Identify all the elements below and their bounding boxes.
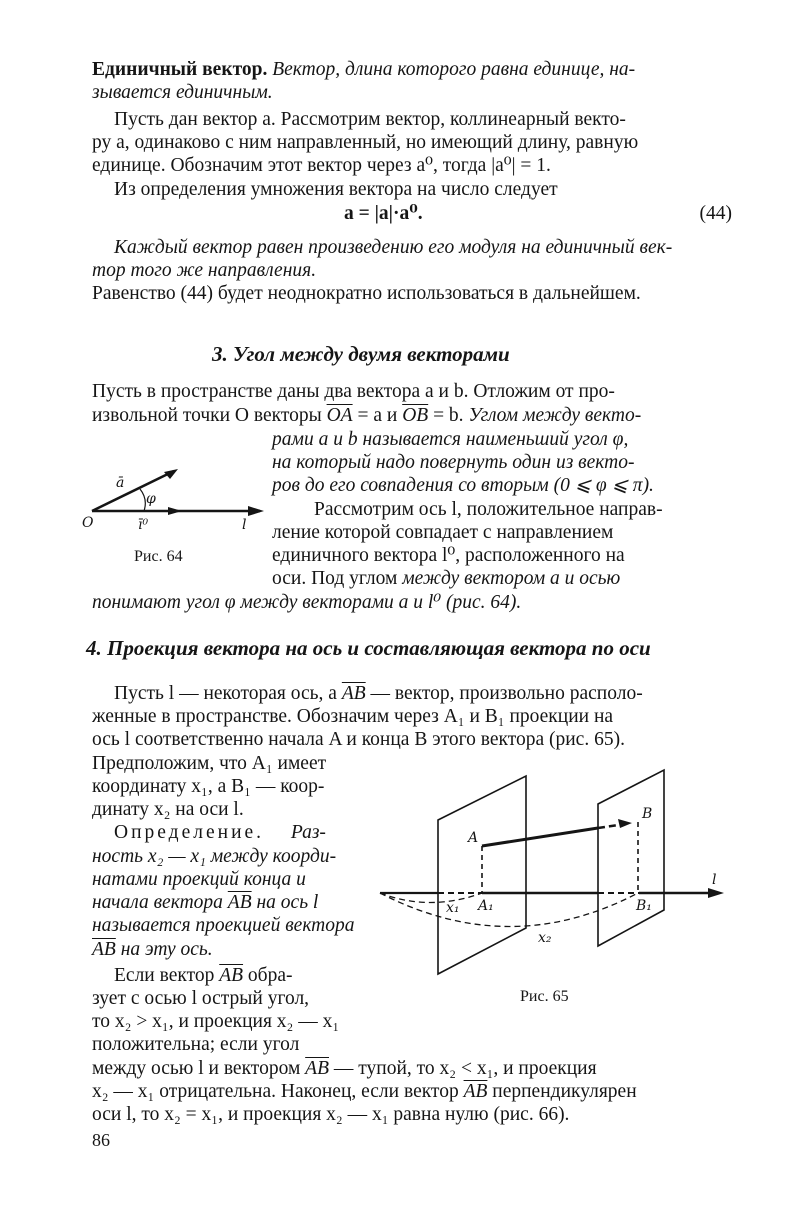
paragraph-line: единице. Обозначим этот вектор через a⁰, тогда |a⁰| = 1. bbox=[92, 155, 551, 176]
vector-ob: $\overline{OB}$ bbox=[402, 405, 429, 426]
unit-vector-definition: Вектор, длина которого равна единице, на- bbox=[272, 59, 636, 80]
definition-line: натами проекций конца и bbox=[92, 869, 306, 890]
section-4-heading: 4. Проекция вектора на ось и составляющая вектора по оси bbox=[86, 636, 651, 660]
paragraph-line: на который надо повернуть один из векто- bbox=[272, 452, 635, 473]
paragraph-line: Из определения умножения вектора на число следует bbox=[114, 179, 558, 200]
unit-vector-definition-line1 bbox=[92, 58, 635, 82]
definition-line: начала вектора $\overline{AB}$ на ось l bbox=[92, 892, 319, 913]
label-unit: ī⁰ bbox=[138, 517, 149, 533]
label-origin: O bbox=[82, 515, 94, 531]
svg-text:x₁: x₁ bbox=[446, 900, 460, 916]
unit-vector-definition-line2: зывается единичным. bbox=[92, 82, 273, 103]
paragraph-line: Рассмотрим ось l, положительное направ- bbox=[314, 499, 663, 520]
paragraph-line: женные в пространстве. Обозначим через A₁ и B₁ проекции на bbox=[92, 706, 614, 727]
paragraph-line: Пусть дан вектор a. Рассмотрим вектор, коллинеарный векто- bbox=[114, 109, 626, 130]
label-phi: φ bbox=[146, 491, 156, 507]
paragraph-line: Пусть l — некоторая ось, а $\overline{AB}$ — вектор, произвольно располо- bbox=[114, 683, 643, 704]
svg-text:A₁: A₁ bbox=[478, 898, 494, 914]
formula-44: a = |a|·a⁰. bbox=[344, 203, 423, 224]
figure-65-caption: Рис. 65 bbox=[520, 988, 569, 1005]
paragraph-line: x₂ — x₁ отрицательна. Наконец, если вектор $\overline{AB}$ перпендикулярен bbox=[92, 1081, 637, 1102]
paragraph-line: Пусть в пространстве даны два вектора a и b. Отложим от про- bbox=[92, 381, 615, 402]
paragraph-line: Предположим, что A₁ имеет bbox=[92, 753, 327, 774]
paragraph-line: рами a и b называется наименьший угол φ, bbox=[272, 429, 629, 450]
statement-line1: Каждый вектор равен произведению его модуля на единичный век- bbox=[114, 237, 673, 258]
paragraph-line: оси. Под углом между вектором a и осью bbox=[272, 568, 621, 589]
svg-text:x₂: x₂ bbox=[538, 930, 552, 946]
paragraph-line: оси l, то x₂ = x₁, и проекция x₂ — x₁ равна нулю (рис. 66). bbox=[92, 1104, 570, 1125]
svg-text:B: B bbox=[642, 806, 653, 822]
paragraph-line: извольной точки O векторы $\overline{OA} = a$ и $\overline{OB} = b$. Углом между векто- bbox=[92, 405, 642, 426]
formula-number: (44) bbox=[699, 203, 732, 224]
paragraph-line: динату x₂ на оси l. bbox=[92, 799, 244, 820]
vector-oa: $\overline{OA}$ bbox=[326, 405, 353, 426]
svg-text:A: A bbox=[468, 830, 479, 846]
paragraph-line: положительна; если угол bbox=[92, 1034, 300, 1055]
label-a: ā bbox=[116, 475, 125, 491]
paragraph-line: то x₂ > x₁, и проекция x₂ — x₁ bbox=[92, 1011, 340, 1032]
page-number: 86 bbox=[92, 1130, 110, 1150]
svg-text:l: l bbox=[712, 872, 717, 888]
paragraph-line: ление которой совпадает с направлением bbox=[272, 522, 614, 543]
definition-line: называется проекцией вектора bbox=[92, 915, 355, 936]
definition-line: $\overline{AB}$ на эту ось. bbox=[92, 939, 213, 960]
paragraph-line: между осью l и вектором $\overline{AB}$ — тупой, то x₂ < x₁, и проекция bbox=[92, 1058, 597, 1079]
paragraph-line: ось l соответственно начала A и конца B этого вектора (рис. 65). bbox=[92, 729, 625, 750]
paragraph-line: ров до его совпадения со вторым (0 ⩽ φ ⩽ π). bbox=[272, 475, 654, 496]
definition-line: ность x₂ — x₁ между коорди- bbox=[92, 846, 337, 867]
paragraph-line: зует с осью l острый угол, bbox=[92, 988, 310, 1009]
definition-term: Определение. bbox=[114, 822, 265, 843]
figure-65 bbox=[360, 760, 740, 990]
label-axis: l bbox=[242, 517, 247, 533]
definition-line: Определение. Раз- bbox=[114, 822, 326, 843]
svg-text:B₁: B₁ bbox=[636, 898, 652, 914]
paragraph-line: понимают угол φ между векторами a и l⁰ (рис. 64). bbox=[92, 592, 522, 613]
paragraph-line: координату x₁, а B₁ — коор- bbox=[92, 776, 325, 797]
section-3-heading: 3. Угол между двумя векторами bbox=[212, 342, 510, 366]
figure-64 bbox=[82, 463, 272, 543]
figure-64-caption: Рис. 64 bbox=[134, 548, 183, 565]
paragraph-line: единичного вектора l⁰, расположенного на bbox=[272, 545, 625, 566]
statement-line2: тор того же направления. bbox=[92, 260, 317, 281]
paragraph-line: Равенство (44) будет неоднократно использоваться в дальнейшем. bbox=[92, 283, 641, 304]
paragraph-line: ру a, одинаково с ним направленный, но имеющий длину, равную bbox=[92, 132, 639, 153]
unit-vector-term: Единичный вектор. bbox=[92, 59, 268, 80]
paragraph-line: Если вектор $\overline{AB}$ обра- bbox=[114, 965, 293, 986]
